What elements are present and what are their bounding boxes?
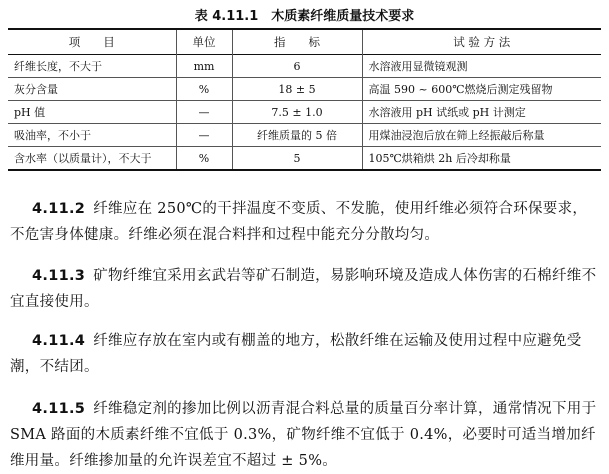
clause-4-11-3	[10, 263, 598, 315]
table-row	[8, 78, 601, 101]
cell-unit: —	[176, 101, 232, 124]
cell-indicator: 5	[232, 147, 362, 171]
cell-indicator: 18 ± 5	[232, 78, 362, 101]
cell-unit: mm	[176, 55, 232, 78]
clause-number: 4.11.5	[32, 401, 86, 417]
clause-text: 纤维稳定剂的掺加比例以沥青混合料总量的质量百分率计算，通常情况下用于 SMA 路面的木质素纤维不宜低于 0.3%，矿物纤维不宜低于 0.4%，必要时可适当增加纤维用量。纤维掺加量的允许误差宜不超过 ± 5%。	[10, 401, 597, 469]
clause-number: 4.11.2	[32, 201, 86, 217]
cell-method: 高温 590 ~ 600℃燃烧后测定残留物	[362, 78, 601, 101]
header-unit: 单位	[176, 29, 232, 55]
fiber-quality-table	[8, 28, 601, 171]
cell-method: 水溶液用 pH 试纸或 pH 计测定	[362, 101, 601, 124]
cell-method: 水溶液用显微镜观测	[362, 55, 601, 78]
header-indicator: 指 标	[232, 29, 362, 55]
clause-number: 4.11.3	[32, 268, 86, 284]
table-caption: 表 4.11.1 木质素纤维质量技术要求	[194, 9, 415, 24]
table-row	[8, 147, 601, 171]
header-item: 项 目	[68, 35, 115, 49]
table-header-row	[8, 29, 601, 55]
cell-item: 吸油率，不小于	[14, 129, 91, 142]
cell-unit: %	[176, 78, 232, 101]
header-method: 试 验 方 法	[362, 29, 601, 55]
cell-method: 105℃烘箱烘 2h 后冷却称量	[362, 147, 601, 171]
cell-indicator: 6	[232, 55, 362, 78]
clause-number: 4.11.4	[32, 333, 86, 349]
cell-item: 纤维长度，不大于	[14, 60, 102, 73]
clause-4-11-5	[10, 396, 598, 474]
table-row	[8, 55, 601, 78]
table-row	[8, 124, 601, 147]
cell-indicator: 7.5 ± 1.0	[232, 101, 362, 124]
cell-item: pH 值	[14, 106, 46, 119]
cell-method: 用煤油浸泡后放在筛上经振敲后称量	[362, 124, 601, 147]
cell-unit: —	[176, 124, 232, 147]
cell-unit: %	[176, 147, 232, 171]
cell-indicator: 纤维质量的 5 倍	[232, 124, 362, 147]
clause-text: 矿物纤维宜采用玄武岩等矿石制造，易影响环境及造成人体伤害的石棉纤维不宜直接使用。	[10, 268, 597, 310]
clause-text: 纤维应在 250℃的干拌温度不变质、不发脆，使用纤维必须符合环保要求，不危害身体健康。纤维必须在混合料拌和过程中能充分分散均匀。	[10, 201, 588, 243]
cell-item: 灰分含量	[14, 83, 58, 96]
clause-text: 纤维应存放在室内或有棚盖的地方，松散纤维在运输及使用过程中应避免受潮，不结团。	[10, 333, 582, 375]
clause-4-11-4	[10, 328, 598, 380]
cell-item: 含水率（以质量计），不大于	[14, 152, 152, 165]
clause-4-11-2	[10, 196, 598, 248]
table-row	[8, 101, 601, 124]
